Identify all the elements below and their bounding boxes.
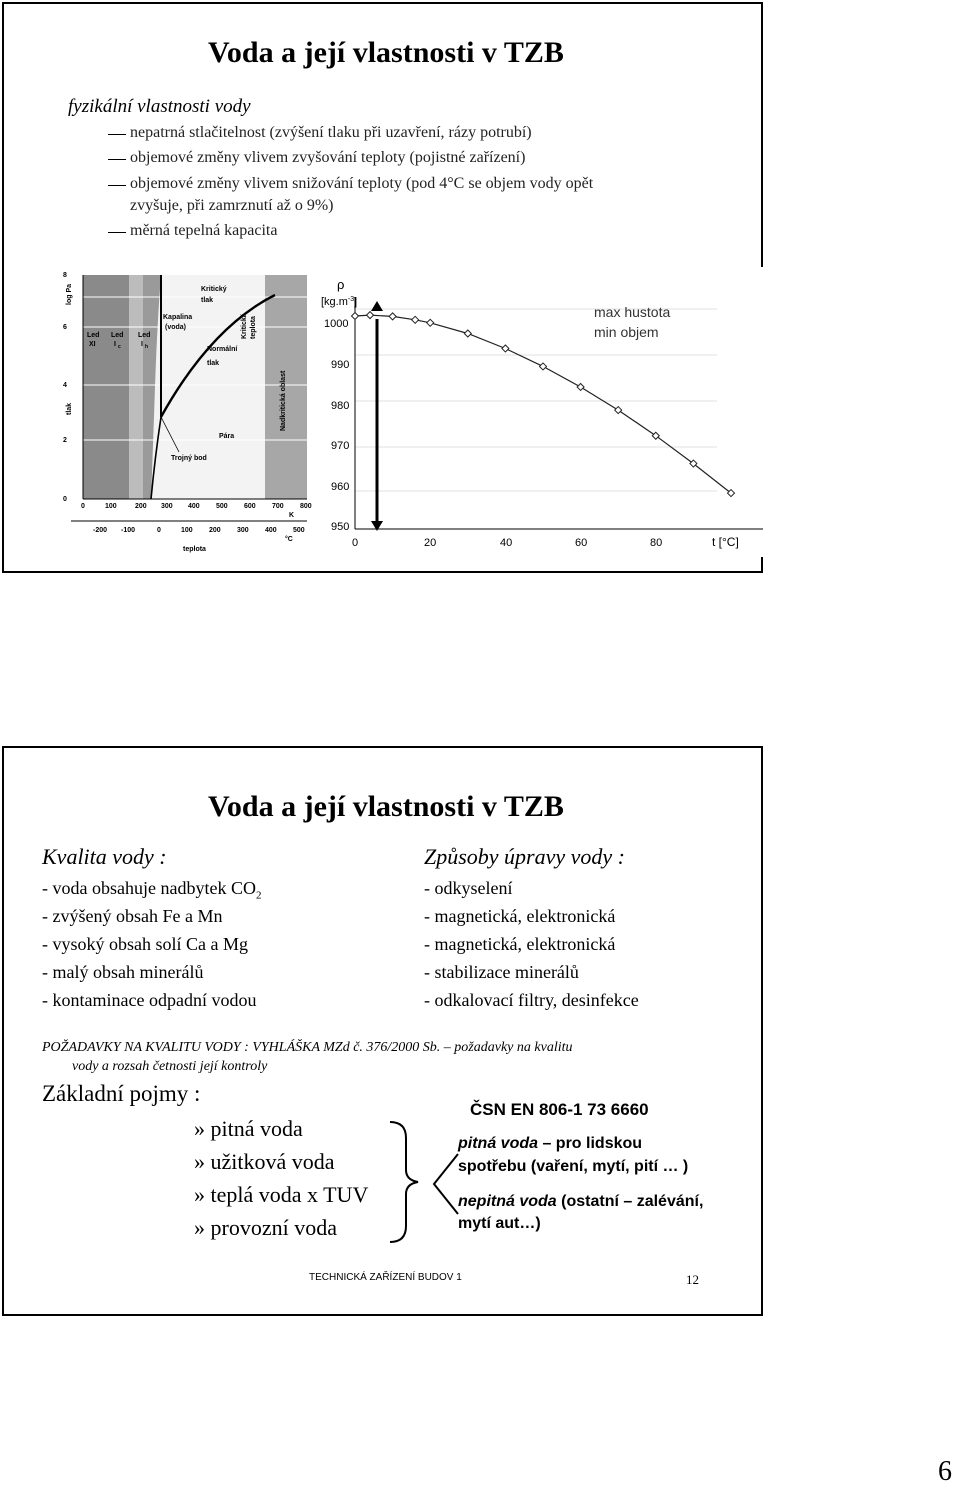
treatment-item: - odkyselení [424, 878, 513, 898]
x-axis-label: t [°C] [712, 535, 739, 549]
x-tick-c: -200 [93, 527, 108, 534]
nonpotable-term: nepitná voda [458, 1193, 557, 1210]
x-unit-k: K [289, 512, 295, 519]
requirements-line-1: POŽADAVKY NA KVALITU VODY : VYHLÁŠKA MZd č. 376/2000 Sb. – požadavky na kvalitu [42, 1040, 573, 1055]
slide-title: Voda a její vlastnosti v TZB [208, 790, 564, 823]
slide-2 [2, 746, 763, 1316]
term-item: » provozní voda [194, 1215, 337, 1240]
nonpotable-definition [458, 1193, 703, 1211]
x-tick-c: 100 [181, 527, 193, 534]
co2-subscript: 2 [255, 889, 262, 902]
y-tick: 4 [63, 382, 67, 389]
x-tick-c: 0 [157, 527, 161, 534]
phase-diagram [61, 267, 319, 557]
treatment-item: - magnetická, elektronická [424, 906, 616, 926]
label-led-ih-phase: I [141, 341, 143, 348]
bullet-dash [108, 232, 126, 233]
treatment-item: - odkalovací filtry, desinfekce [424, 990, 639, 1010]
x-tick: 0 [352, 537, 359, 549]
bullet-item: objemové změny vlivem zvyšování teploty (pojistné zařízení) [130, 149, 526, 166]
y-tick: 990 [331, 359, 350, 371]
density-chart [317, 267, 763, 557]
potable-desc: – pro lidskou [538, 1135, 643, 1152]
label-para: Pára [219, 433, 235, 440]
y-tick: 970 [331, 440, 350, 452]
bullet-item: objemové změny vlivem snižování teploty (pod 4°C se objem vody opět [130, 175, 594, 192]
y-tick: 2 [63, 437, 67, 444]
annotation-max-density: max hustota [594, 304, 671, 320]
quality-item: - malý obsah minerálů [42, 962, 204, 982]
label-normalni-tlak-2: tlak [207, 360, 220, 367]
label-led-ic: Led [111, 332, 124, 339]
basic-terms-heading: Základní pojmy : [42, 1081, 201, 1106]
quality-heading: Kvalita vody : [42, 844, 167, 869]
x-tick-c: 300 [237, 527, 249, 534]
y-tick: 0 [63, 496, 67, 503]
y-tick: 6 [63, 324, 67, 331]
y-axis-unit: log Pa [66, 283, 73, 305]
quality-item [42, 878, 261, 902]
term-item: » užitková voda [194, 1149, 335, 1174]
bullet-dash [108, 185, 126, 186]
slide-footer: TECHNICKÁ ZAŘÍZENÍ BUDOV 1 [309, 1272, 462, 1283]
x-tick-k: 100 [105, 503, 117, 510]
quality-item: - zvýšený obsah Fe a Mn [42, 906, 223, 926]
label-trojny-bod: Trojný bod [171, 455, 207, 462]
bullet-item: měrná tepelná kapacita [130, 222, 278, 239]
y-tick: 950 [331, 521, 350, 533]
requirements-line-2: vody a rozsah četnosti její kontroly [72, 1059, 268, 1074]
label-led-ih: Led [138, 332, 151, 339]
density-chart-bg [317, 267, 763, 557]
region-led-ic [129, 275, 143, 499]
nonpotable-desc: (ostatní – zalévání, [556, 1193, 704, 1210]
x-tick: 60 [575, 537, 588, 549]
x-tick: 20 [424, 537, 437, 549]
quality-item: - vysoký obsah solí Ca a Mg [42, 934, 248, 954]
x-tick-k: 400 [188, 503, 200, 510]
bullet-dash [108, 134, 126, 135]
x-tick-c: 200 [209, 527, 221, 534]
label-kapalina-sub: (voda) [165, 324, 186, 331]
y-axis-label: tlak [66, 402, 73, 415]
label-normalni-tlak: Normální [207, 346, 238, 353]
potable-definition [458, 1135, 642, 1153]
label-nadkriticka-oblast: Nadkritická oblast [280, 370, 287, 431]
y-unit-end: ] [354, 296, 358, 308]
x-tick: 80 [650, 537, 663, 549]
label-kriticka-teplota: Kritická [241, 313, 248, 339]
slide-number: 12 [686, 1272, 699, 1287]
label-led-ic-phase: I [114, 341, 116, 348]
x-tick-c: -100 [121, 527, 136, 534]
bullet-item: nepatrná stlačitelnost (zvýšení tlaku při uzavření, rázy potrubí) [130, 124, 532, 141]
treatment-item: - magnetická, elektronická [424, 934, 616, 954]
label-led-xi: Led [87, 332, 100, 339]
nonpotable-definition-2: mytí aut…) [458, 1215, 541, 1232]
standard-label: ČSN EN 806-1 73 6660 [470, 1100, 649, 1119]
annotation-min-volume: min objem [594, 324, 659, 340]
bullet-dash [108, 159, 126, 160]
x-tick-k: 0 [81, 503, 85, 510]
quality-item: - kontaminace odpadní vodou [42, 990, 257, 1010]
label-kriticky-tlak-2: tlak [201, 297, 214, 304]
x-tick-k: 600 [244, 503, 256, 510]
potable-definition-2: spotřebu (vaření, mytí, pití … ) [458, 1158, 689, 1175]
x-tick-k: 700 [272, 503, 284, 510]
x-axis-label: teplota [183, 546, 206, 553]
potable-term: pitná voda [458, 1135, 539, 1152]
section-heading: fyzikální vlastnosti vody [68, 96, 251, 117]
treatment-heading: Způsoby úpravy vody : [424, 844, 626, 869]
label-kriticky-tlak: Kritický [201, 286, 227, 293]
x-tick-k: 500 [216, 503, 228, 510]
term-item: » pitná voda [194, 1116, 303, 1141]
y-tick: 1000 [324, 318, 349, 330]
label-kriticka-teplota-2: teplota [250, 316, 257, 339]
curly-brace-arrows [384, 1118, 464, 1248]
x-tick-k: 300 [161, 503, 173, 510]
label-led-ic-sub: c [118, 344, 121, 350]
y-tick: 8 [63, 272, 67, 279]
page-number: 6 [938, 1456, 952, 1487]
x-tick-k: 200 [135, 503, 147, 510]
y-tick: 980 [331, 400, 350, 412]
curly-brace [390, 1122, 418, 1242]
slide-title: Voda a její vlastnosti v TZB [208, 36, 564, 69]
x-tick-c: 500 [293, 527, 305, 534]
y-axis-label: ρ [337, 277, 345, 292]
y-unit-sup: -3 [347, 296, 355, 303]
term-item: » teplá voda x TUV [194, 1182, 369, 1207]
label-led-ih-sub: h [145, 344, 149, 350]
split-arrows [434, 1154, 458, 1214]
label-led-xi-phase: XI [89, 341, 96, 348]
y-tick: 960 [331, 481, 350, 493]
x-tick-k: 800 [300, 503, 312, 510]
treatment-item: - stabilizace minerálů [424, 962, 579, 982]
y-unit-text: [kg.m [321, 296, 348, 308]
x-unit-c: °C [285, 536, 293, 543]
slide-1 [2, 2, 763, 573]
x-tick-c: 400 [265, 527, 277, 534]
bullet-item-continuation: zvyšuje, při zamrznutí až o 9%) [130, 197, 334, 214]
quality-item-text: - voda obsahuje nadbytek CO [42, 878, 256, 898]
x-tick: 40 [500, 537, 513, 549]
region-led-xi [83, 275, 129, 499]
label-kapalina: Kapalina [163, 314, 193, 321]
